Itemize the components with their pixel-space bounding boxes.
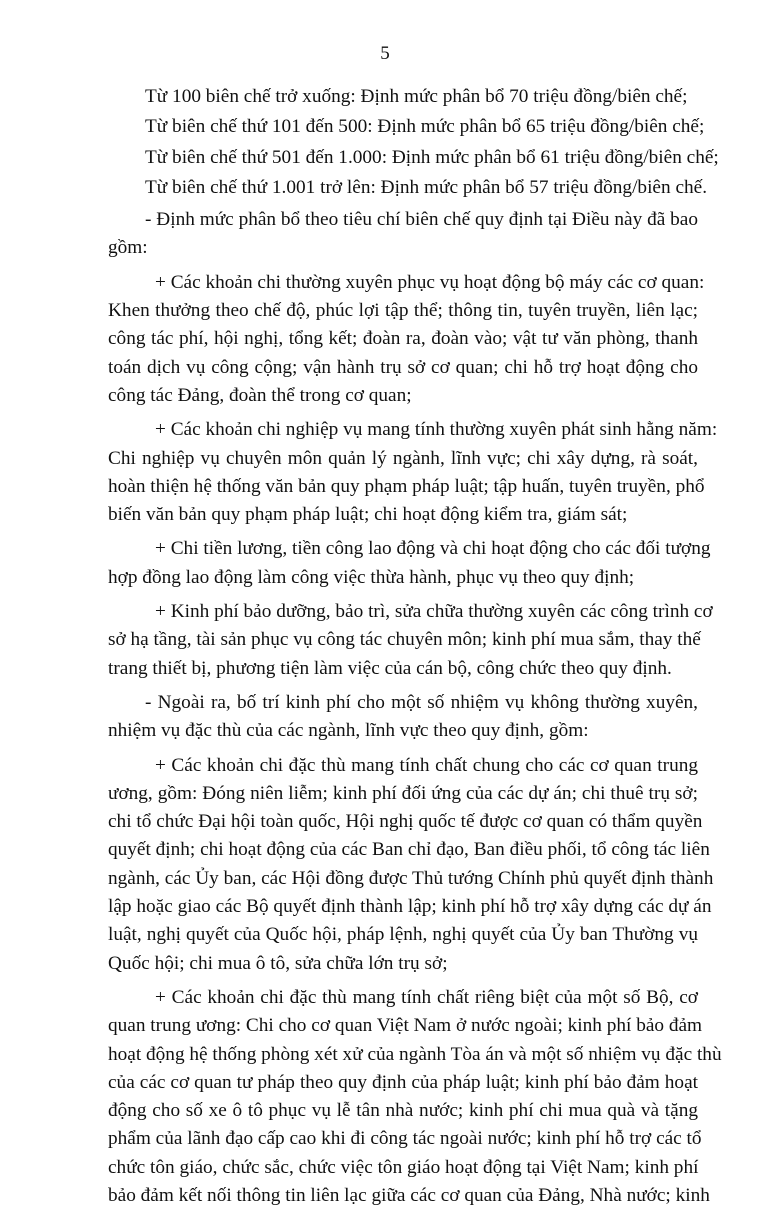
text-line: trang thiết bị, phương tiện làm việc của cán bộ, công chức theo quy định. — [108, 657, 672, 679]
text-line: Từ biên chế thứ 1.001 trở lên: Định mức phân bổ 57 triệu đồng/biên chế. — [145, 176, 708, 198]
text-line: quan trung ương: Chi cho cơ quan Việt Nam ở nước ngoài; kinh phí bảo đảm — [108, 1015, 703, 1037]
text-line: Chi nghiệp vụ chuyên môn quản lý ngành, lĩnh vực; chi xây dựng, rà soát, — [108, 447, 698, 469]
text-line: Từ biên chế thứ 501 đến 1.000: Định mức phân bổ 61 triệu đồng/biên chế; — [145, 146, 719, 168]
text-line: + Các khoản chi đặc thù mang tính chất chung cho các cơ quan trung — [155, 754, 698, 776]
text-line: gồm: — [108, 237, 148, 259]
text-line: Từ biên chế thứ 101 đến 500: Định mức phân bổ 65 triệu đồng/biên chế; — [145, 116, 705, 138]
text-line: + Kinh phí bảo dưỡng, bảo trì, sửa chữa thường xuyên các công trình cơ — [155, 601, 713, 623]
text-line: hoàn thiện hệ thống văn bản quy phạm pháp luật; tập huấn, tuyên truyền, phổ — [108, 475, 705, 497]
text-line: Từ 100 biên chế trở xuống: Định mức phân bổ 70 triệu đồng/biên chế; — [145, 86, 688, 107]
page-number: 5 — [380, 43, 390, 64]
text-line: công tác Đảng, đoàn thể trong cơ quan; — [108, 384, 412, 406]
text-line: + Các khoản chi thường xuyên phục vụ hoạt động bộ máy các cơ quan: — [155, 271, 705, 293]
text-line: bảo đảm kết nối thông tin liên lạc giữa các cơ quan của Đảng, Nhà nước; kinh — [108, 1184, 710, 1206]
text-line: + Các khoản chi đặc thù mang tính chất riêng biệt của một số Bộ, cơ — [155, 986, 698, 1008]
text-line: của các cơ quan tư pháp theo quy định của pháp luật; kinh phí bảo đảm hoạt — [108, 1071, 698, 1093]
document-body — [108, 83, 722, 1210]
text-line: biến văn bản quy phạm pháp luật; chi hoạt động kiểm tra, giám sát; — [108, 504, 628, 526]
text-line: - Định mức phân bổ theo tiêu chí biên chế quy định tại Điều này đã bao — [145, 209, 698, 231]
text-line: ngành, các Ủy ban, các Hội đồng được Thủ tướng Chính phủ quyết định thành — [108, 867, 714, 889]
text-line: chức tôn giáo, chức sắc, chức việc tôn giáo hoạt động tại Việt Nam; kinh phí — [108, 1156, 699, 1178]
text-line: hợp đồng lao động làm công việc thừa hành, phục vụ theo quy định; — [108, 566, 635, 588]
text-line: nhiệm vụ đặc thù của các ngành, lĩnh vực theo quy định, gồm: — [108, 720, 589, 742]
text-line: ương, gồm: Đóng niên liễm; kinh phí đối ứng của các dự án; chi thuê trụ sở; — [108, 782, 698, 804]
text-line: động cho số xe ô tô phục vụ lễ tân nhà nước; kinh phí chi mua quà và tặng — [108, 1100, 698, 1122]
text-line: + Các khoản chi nghiệp vụ mang tính thường xuyên phát sinh hằng năm: — [155, 419, 718, 441]
text-line: toán dịch vụ công cộng; vận hành trụ sở cơ quan; chi hỗ trợ hoạt động cho — [108, 356, 698, 378]
text-line: quyết định; chi hoạt động của các Ban chỉ đạo, Ban điều phối, tổ công tác liên — [108, 839, 710, 861]
text-line: hoạt động hệ thống phòng xét xử của ngành Tòa án và một số nhiệm vụ đặc thù — [108, 1043, 722, 1065]
text-line: + Chi tiền lương, tiền công lao động và chi hoạt động cho các đối tượng — [155, 538, 711, 560]
text-line: phẩm của lãnh đạo cấp cao khi đi công tác ngoài nước; kinh phí hỗ trợ các tổ — [108, 1128, 702, 1150]
text-line: luật, nghị quyết của Quốc hội, pháp lệnh, nghị quyết của Ủy ban Thường vụ — [108, 924, 698, 946]
text-line: lập hoặc giao các Bộ quyết định thành lập; kinh phí hỗ trợ xây dựng các dự án — [108, 896, 712, 918]
text-line: sở hạ tầng, tài sản phục vụ công tác chuyên môn; kinh phí mua sắm, thay thế — [108, 629, 701, 651]
text-line: Quốc hội; chi mua ô tô, sửa chữa lớn trụ sở; — [108, 952, 448, 974]
text-line: công tác phí, hội nghị, tổng kết; đoàn ra, đoàn vào; vật tư văn phòng, thanh — [108, 328, 698, 350]
text-line: chi tổ chức Đại hội toàn quốc, Hội nghị quốc tế được cơ quan có thẩm quyền — [108, 811, 703, 833]
text-line: - Ngoài ra, bố trí kinh phí cho một số nhiệm vụ không thường xuyên, — [145, 691, 698, 713]
text-line: Khen thưởng theo chế độ, phúc lợi tập thể; thông tin, tuyên truyền, liên lạc; — [108, 300, 698, 322]
